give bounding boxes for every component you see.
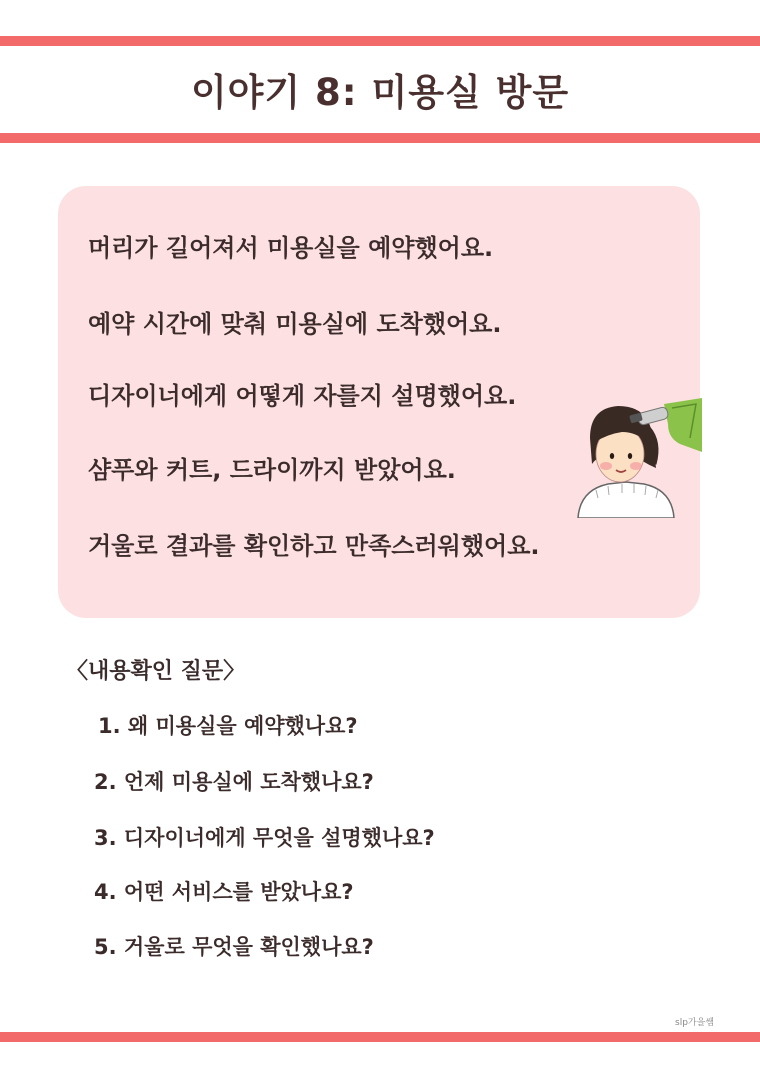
story-line-1: 머리가 길어져서 미용실을 예약했어요. xyxy=(88,234,494,262)
bottom-accent-bar xyxy=(0,1032,760,1042)
question-4: 4. 어떤 서비스를 받았나요? xyxy=(94,880,354,904)
question-3: 3. 디자이너에게 무엇을 설명했나요? xyxy=(94,826,435,850)
top-accent-bar xyxy=(0,36,760,46)
story-line-4: 샴푸와 커트, 드라이까지 받았어요. xyxy=(88,456,456,484)
story-line-5: 거울로 결과를 확인하고 만족스러워했어요. xyxy=(88,532,540,560)
story-line-2: 예약 시간에 맞춰 미용실에 도착했어요. xyxy=(88,310,502,338)
story-box xyxy=(58,186,700,618)
title-underline-bar xyxy=(0,133,760,143)
question-5: 5. 거울로 무엇을 확인했나요? xyxy=(94,935,374,959)
questions-heading: 〈내용확인 질문〉 xyxy=(66,659,246,684)
author-credit: slp가을쌤 xyxy=(675,1018,714,1028)
haircut-illustration xyxy=(568,398,702,518)
page-title: 이야기 8: 미용실 방문 xyxy=(190,71,570,114)
question-1: 1. 왜 미용실을 예약했나요? xyxy=(98,714,358,738)
story-line-3: 디자이너에게 어떻게 자를지 설명했어요. xyxy=(88,382,517,410)
question-2: 2. 언제 미용실에 도착했나요? xyxy=(94,770,374,794)
